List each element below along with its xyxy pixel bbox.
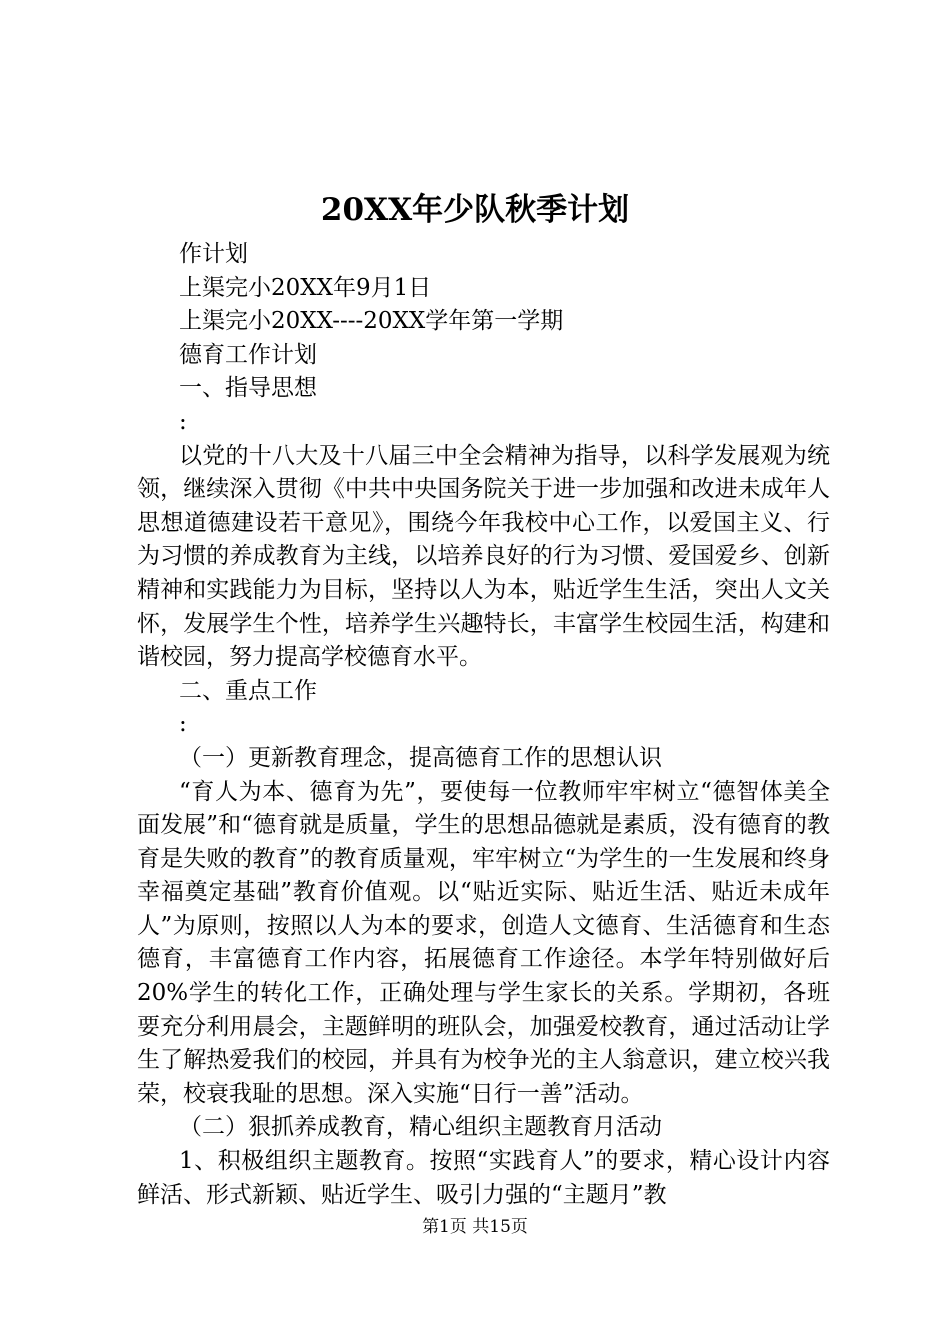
section-heading: 一、指导思想 <box>179 375 317 402</box>
colon-mark: : <box>179 711 187 738</box>
colon-mark: : <box>179 408 187 435</box>
paragraph: “育人为本、德育为先”，要使每一位教师牢牢树立“德智体美全面发展”和“德育就是质量，学生的思想品德就是素质，没有德育的教育是失败的教育”的教育质量观，牢牢树立“为学生的一生发展和终身幸福奠定基础”教育价值观。以“贴近实际、贴近生活、贴近未成年人”为原则，按照以人为本的要求，创造人文德育、生活德育和生态德育，丰富德育工作内容，拓展德育工作途径。本学年特别做好后20%学生的转化工作，正确处理与学生家长的关系。学期初，各班要充分利用晨会，主题鲜明的班队会，加强爱校教育，通过活动让学生了解热爱我们的校园，并具有为校争光的主人翁意识，建立校兴我荣，校衰我耻的思想。深入实施“日行一善”活动。 <box>137 778 830 1107</box>
text-line: 德育工作计划 <box>179 341 317 368</box>
subsection-heading: （一）更新教育理念，提高德育工作的思想认识 <box>179 744 662 771</box>
document-title: 20XX年少队秋季计划 <box>320 192 630 228</box>
page-footer: 第1页 共15页 <box>422 1217 528 1237</box>
text-line: 上渠完小20XX年9月1日 <box>179 274 432 301</box>
paragraph: 1、积极组织主题教育。按照“实践育人”的要求，精心设计内容鲜活、形式新颖、贴近学生、吸引力强的“主题月”教 <box>137 1148 830 1208</box>
paragraph: 以党的十八大及十八届三中全会精神为指导，以科学发展观为统领，继续深入贯彻《中共中央国务院关于进一步加强和改进未成年人思想道德建设若干意见》，围绕今年我校中心工作，以爱国主义、行为习惯的养成教育为主线，以培养良好的行为习惯、爱国爱乡、创新精神和实践能力为目标，坚持以人为本，贴近学生生活，突出人文关怀，发展学生个性，培养学生兴趣特长，丰富学生校园生活，构建和谐校园，努力提高学校德育水平。 <box>137 442 830 671</box>
section-heading: 二、重点工作 <box>179 677 317 704</box>
subsection-heading: （二）狠抓养成教育，精心组织主题教育月活动 <box>179 1114 662 1141</box>
text-line: 上渠完小20XX----20XX学年第一学期 <box>179 308 564 335</box>
document-body <box>137 238 830 1212</box>
text-line: 作计划 <box>179 241 248 267</box>
